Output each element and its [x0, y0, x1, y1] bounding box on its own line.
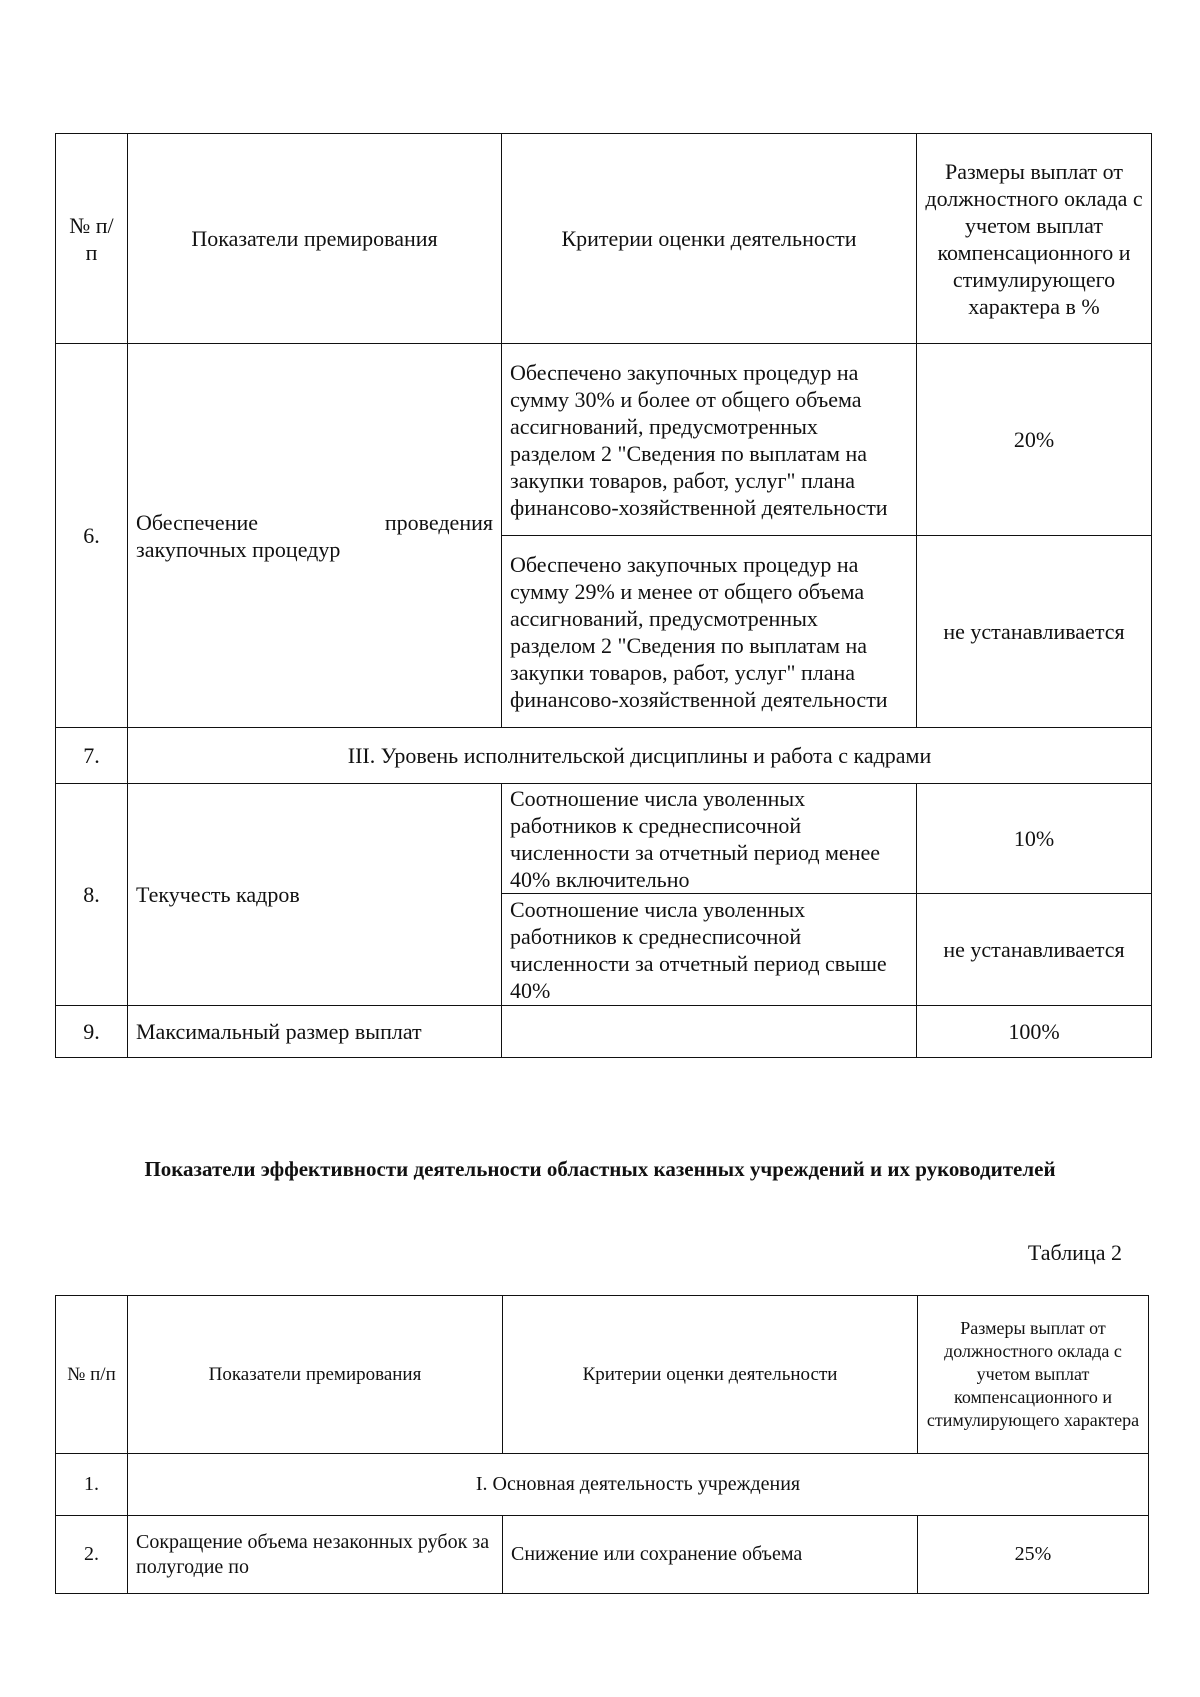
header-payment: Размеры выплат от должностного оклада с учетом выплат компенсационного и стимулирующего характера в %	[917, 134, 1152, 344]
section-title: III. Уровень исполнительской дисциплины и работа с кадрами	[128, 728, 1152, 784]
row-payment: не устанавливается	[917, 536, 1152, 728]
row-payment: 100%	[917, 1006, 1152, 1058]
header-payment: Размеры выплат от должностного оклада с учетом выплат компенсационного и стимулирующего характера	[918, 1296, 1149, 1454]
row-indicator: Сокращение объема незаконных рубок за полугодие по	[128, 1516, 503, 1594]
section-heading: Показатели эффективности деятельности областных казенных учреждений и их руководителей	[144, 1157, 1056, 1181]
row-criteria: Соотношение числа уволенных работников к среднесписочной численности за отчетный период менее 40% включительно	[502, 784, 917, 894]
header-num: № п/п	[56, 1296, 128, 1454]
header-criteria: Критерии оценки деятельности	[503, 1296, 918, 1454]
indicator-rest: закупочных процедур	[136, 536, 341, 562]
row-num: 9.	[56, 1006, 128, 1058]
header-criteria: Критерии оценки деятельности	[502, 134, 917, 344]
row-payment: 25%	[918, 1516, 1149, 1594]
table-row	[56, 344, 1152, 536]
table-header-row	[56, 134, 1152, 344]
section-title: I. Основная деятельность учреждения	[128, 1454, 1149, 1516]
row-indicator	[128, 344, 502, 728]
header-num: № п/п	[56, 134, 128, 344]
row-payment: 10%	[917, 784, 1152, 894]
table-premium-indicators-2	[55, 1295, 1149, 1594]
row-payment: 20%	[917, 344, 1152, 536]
table-section-row	[56, 728, 1152, 784]
table-premium-indicators-1	[55, 133, 1152, 1058]
row-criteria: Снижение или сохранение объема	[503, 1516, 918, 1594]
table-number: Таблица 2	[1027, 1240, 1122, 1265]
row-criteria: Соотношение числа уволенных работников к среднесписочной численности за отчетный период свыше 40%	[502, 894, 917, 1006]
row-num: 8.	[56, 784, 128, 1006]
row-num: 6.	[56, 344, 128, 728]
table-row	[56, 784, 1152, 894]
header-indicator: Показатели премирования	[128, 1296, 503, 1454]
table-section-row	[56, 1454, 1149, 1516]
indicator-word: Обеспечение	[136, 509, 258, 535]
row-payment: не устанавливается	[917, 894, 1152, 1006]
table-row	[56, 1006, 1152, 1058]
row-criteria	[502, 1006, 917, 1058]
table-header-row	[56, 1296, 1149, 1454]
row-num: 7.	[56, 728, 128, 784]
indicator-word: проведения	[384, 509, 493, 535]
header-indicator: Показатели премирования	[128, 134, 502, 344]
row-indicator: Текучесть кадров	[128, 784, 502, 1006]
row-num: 2.	[56, 1516, 128, 1594]
table-row	[56, 1516, 1149, 1594]
row-num: 1.	[56, 1454, 128, 1516]
row-indicator: Максимальный размер выплат	[128, 1006, 502, 1058]
row-criteria: Обеспечено закупочных процедур на сумму 30% и более от общего объема ассигнований, предусмотренных разделом 2 "Сведения по выплатам на закупки товаров, работ, услуг" плана финансово-хозяйственной деятельности	[502, 344, 917, 536]
row-criteria: Обеспечено закупочных процедур на сумму 29% и менее от общего объема ассигнований, предусмотренных разделом 2 "Сведения по выплатам на закупки товаров, работ, услуг" плана финансово-хозяйственной деятельности	[502, 536, 917, 728]
